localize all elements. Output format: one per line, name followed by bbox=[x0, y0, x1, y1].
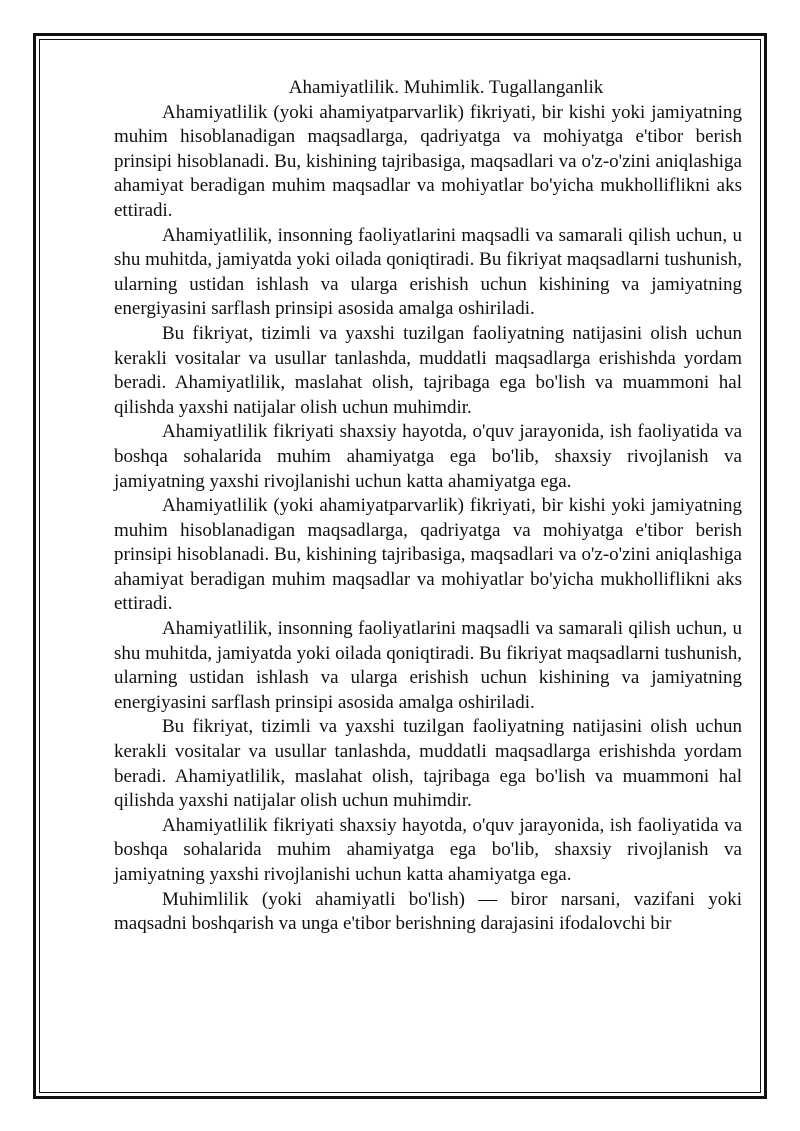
paragraph: Ahamiyatlilik (yoki ahamiyatparvarlik) fikriyati, bir kishi yoki jamiyatning muhim hisoblanadigan maqsadlarga, qadriyatga va mohiyatga e'tibor berish prinsipi hisoblanadi. Bu, kishining tajribasiga, maqsadlari va o'z-o'zini aniqlashiga ahamiyat beradigan muhim maqsadlar va mohiyatlar bo'yicha mukholliflikni aks ettiradi. bbox=[114, 495, 742, 615]
paragraph: Ahamiyatlilik fikriyati shaxsiy hayotda, o'quv jarayonida, ish faoliyatida va boshqa sohalarida muhim ahamiyatga ega bo'lib, shaxsiy rivojlanish va jamiyatning yaxshi rivojlanishi uchun katta ahamiyatga ega. bbox=[114, 421, 742, 492]
paragraph: Bu fikriyat, tizimli va yaxshi tuzilgan faoliyatning natijasini olish uchun kerakli vositalar va usullar tanlashda, muddatli maqsadlarga erishishda yordam beradi. Ahamiyatlilik, maslahat olish, tajribaga ega bo'lish va muammoni hal qilishda yaxshi natijalar olish uchun muhimdir. bbox=[114, 716, 742, 812]
paragraph: Ahamiyatlilik (yoki ahamiyatparvarlik) fikriyati, bir kishi yoki jamiyatning muhim hisoblanadigan maqsadlarga, qadriyatga va mohiyatga e'tibor berish prinsipi hisoblanadi. Bu, kishining tajribasiga, maqsadlari va o'z-o'zini aniqlashiga ahamiyat beradigan muhim maqsadlar va mohiyatlar bo'yicha mukholliflikni aks ettiradi. bbox=[114, 101, 742, 221]
paragraph: Ahamiyatlilik, insonning faoliyatlarini maqsadli va samarali qilish uchun, u shu muhitda, jamiyatda yoki oilada qoniqtiradi. Bu fikriyat maqsadlarni tushunish, ularning ustidan ishlash va ularga erishish uchun kishining va jamiyatning energiyasini sarflash prinsipi asosida amalga oshiriladi. bbox=[114, 224, 742, 320]
paragraph: Ahamiyatlilik fikriyati shaxsiy hayotda, o'quv jarayonida, ish faoliyatida va boshqa sohalarida muhim ahamiyatga ega bo'lib, shaxsiy rivojlanish va jamiyatning yaxshi rivojlanishi uchun katta ahamiyatga ega. bbox=[114, 814, 742, 885]
document-title: Ahamiyatlilik. Muhimlik. Tugallanganlik bbox=[288, 77, 604, 98]
paragraph: Bu fikriyat, tizimli va yaxshi tuzilgan faoliyatning natijasini olish uchun kerakli vositalar va usullar tanlashda, muddatli maqsadlarga erishishda yordam beradi. Ahamiyatlilik, maslahat olish, tajribaga ega bo'lish va muammoni hal qilishda yaxshi natijalar olish uchun muhimdir. bbox=[114, 322, 742, 418]
paragraph: Muhimlilik (yoki ahamiyatli bo'lish) — biror narsani, vazifani yoki maqsadni boshqarish va unga e'tibor berishning darajasini ifodalovchi bir bbox=[114, 888, 742, 935]
paragraph: Ahamiyatlilik, insonning faoliyatlarini maqsadli va samarali qilish uchun, u shu muhitda, jamiyatda yoki oilada qoniqtiradi. Bu fikriyat maqsadlarni tushunish, ularning ustidan ishlash va ularga erishish uchun kishining va jamiyatning energiyasini sarflash prinsipi asosida amalga oshiriladi. bbox=[114, 618, 742, 713]
document-body bbox=[114, 76, 742, 937]
